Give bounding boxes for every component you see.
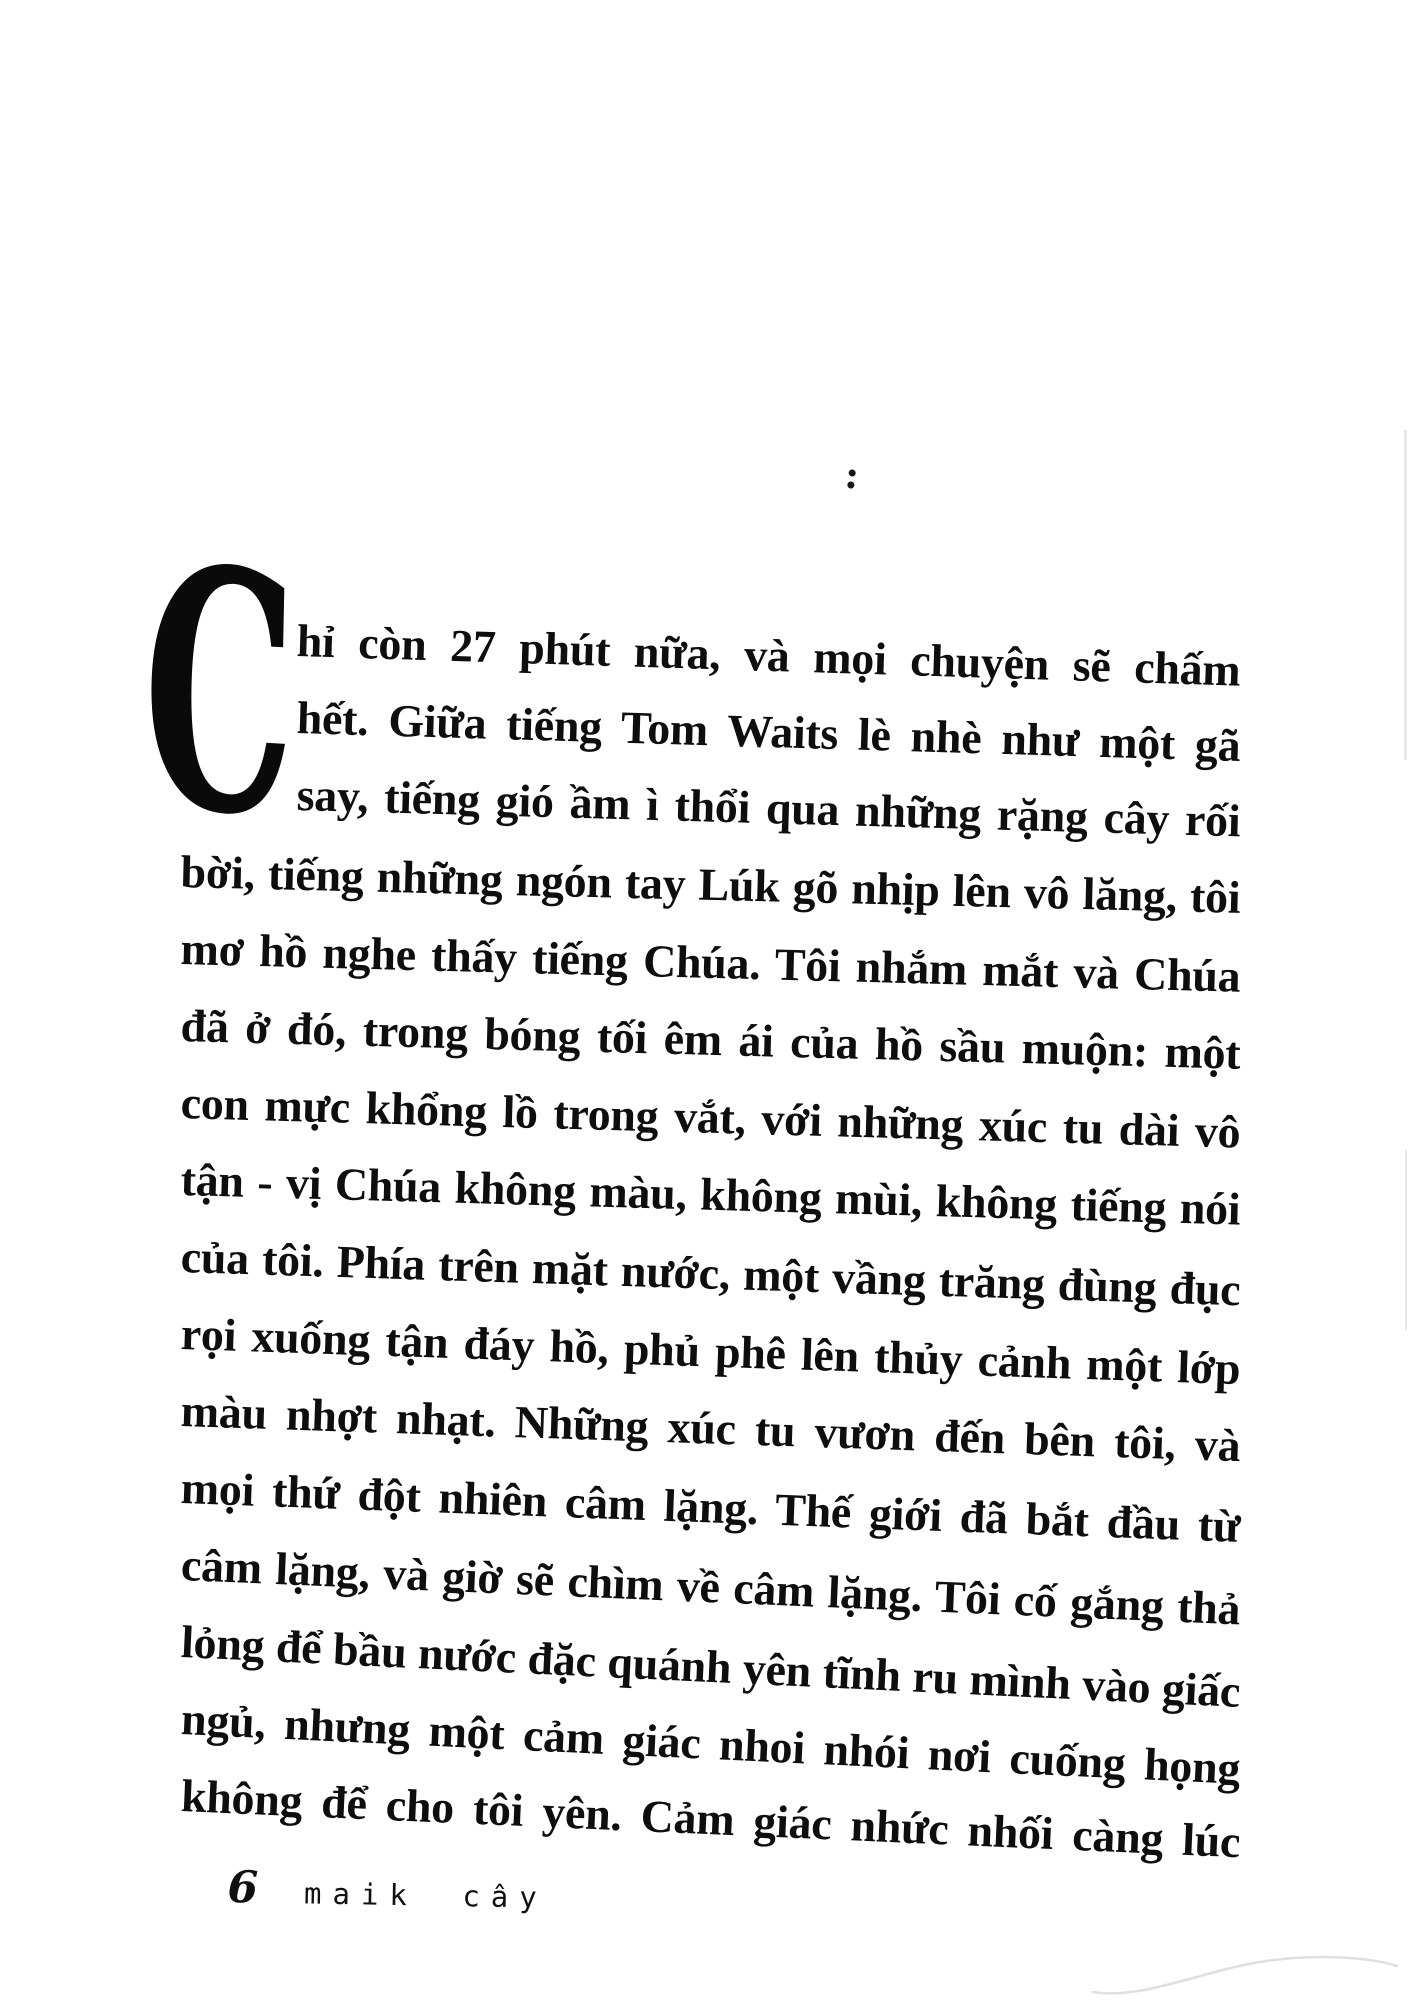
body-line: hết. Giữa tiếng Tom Waits lè nhè như một gã (296, 692, 1242, 772)
crease-curve (1085, 1930, 1405, 2010)
body-line: tận - vị Chúa không màu, không mùi, không tiếng nói (180, 1154, 1242, 1235)
page-footer (227, 1862, 548, 1919)
body-line: hỉ còn 27 phút nữa, và mọi chuyện sẽ chấm (296, 615, 1242, 696)
print-artifact-colon: : (842, 451, 862, 498)
body-line: say, tiếng gió ầm ì thổi qua những rặng cây rối (296, 769, 1242, 847)
scan-edge-mark (1405, 1150, 1407, 1330)
body-line: lỏng để bầu nước đặc quánh yên tĩnh ru mình vào giấc (180, 1616, 1242, 1717)
body-line: ngủ, nhưng một cảm giác nhoi nhói nơi cuống họng (180, 1693, 1242, 1794)
body-line: mơ hồ nghe thấy tiếng Chúa. Tôi nhắm mắt và Chúa (180, 923, 1242, 1002)
body-line: không để cho tôi yên. Cảm giác nhức nhối càng lúc (180, 1770, 1242, 1868)
scan-edge-mark (1404, 430, 1407, 760)
body-line: câm lặng, và giờ sẽ chìm về câm lặng. Tôi cố gắng thả (180, 1539, 1242, 1635)
body-line: bời, tiếng những ngón tay Lúk gõ nhịp lên vô lăng, tôi (180, 846, 1241, 923)
body-line: mọi thứ đột nhiên câm lặng. Thế giới đã bắt đầu từ (180, 1462, 1242, 1552)
body-line: rọi xuống tận đáy hồ, phủ phê lên thủy cảnh một lớp (180, 1308, 1242, 1395)
page-crease (1085, 1930, 1405, 2010)
drop-cap: C (139, 494, 300, 891)
body-line: của tôi. Phía trên mặt nước, một vầng trăng đùng đục (180, 1231, 1242, 1316)
body-line: con mực khổng lồ trong vắt, với những xúc tu dài vô (180, 1077, 1242, 1158)
page-number: 6 (227, 1862, 259, 1914)
body-line: đã ở đó, trong bóng tối êm ái của hồ sầu muộn: một (180, 1000, 1242, 1079)
body-line: màu nhợt nhạt. Những xúc tu vươn đến bên tôi, và (180, 1385, 1242, 1472)
running-footer: maik cây (303, 1876, 549, 1915)
